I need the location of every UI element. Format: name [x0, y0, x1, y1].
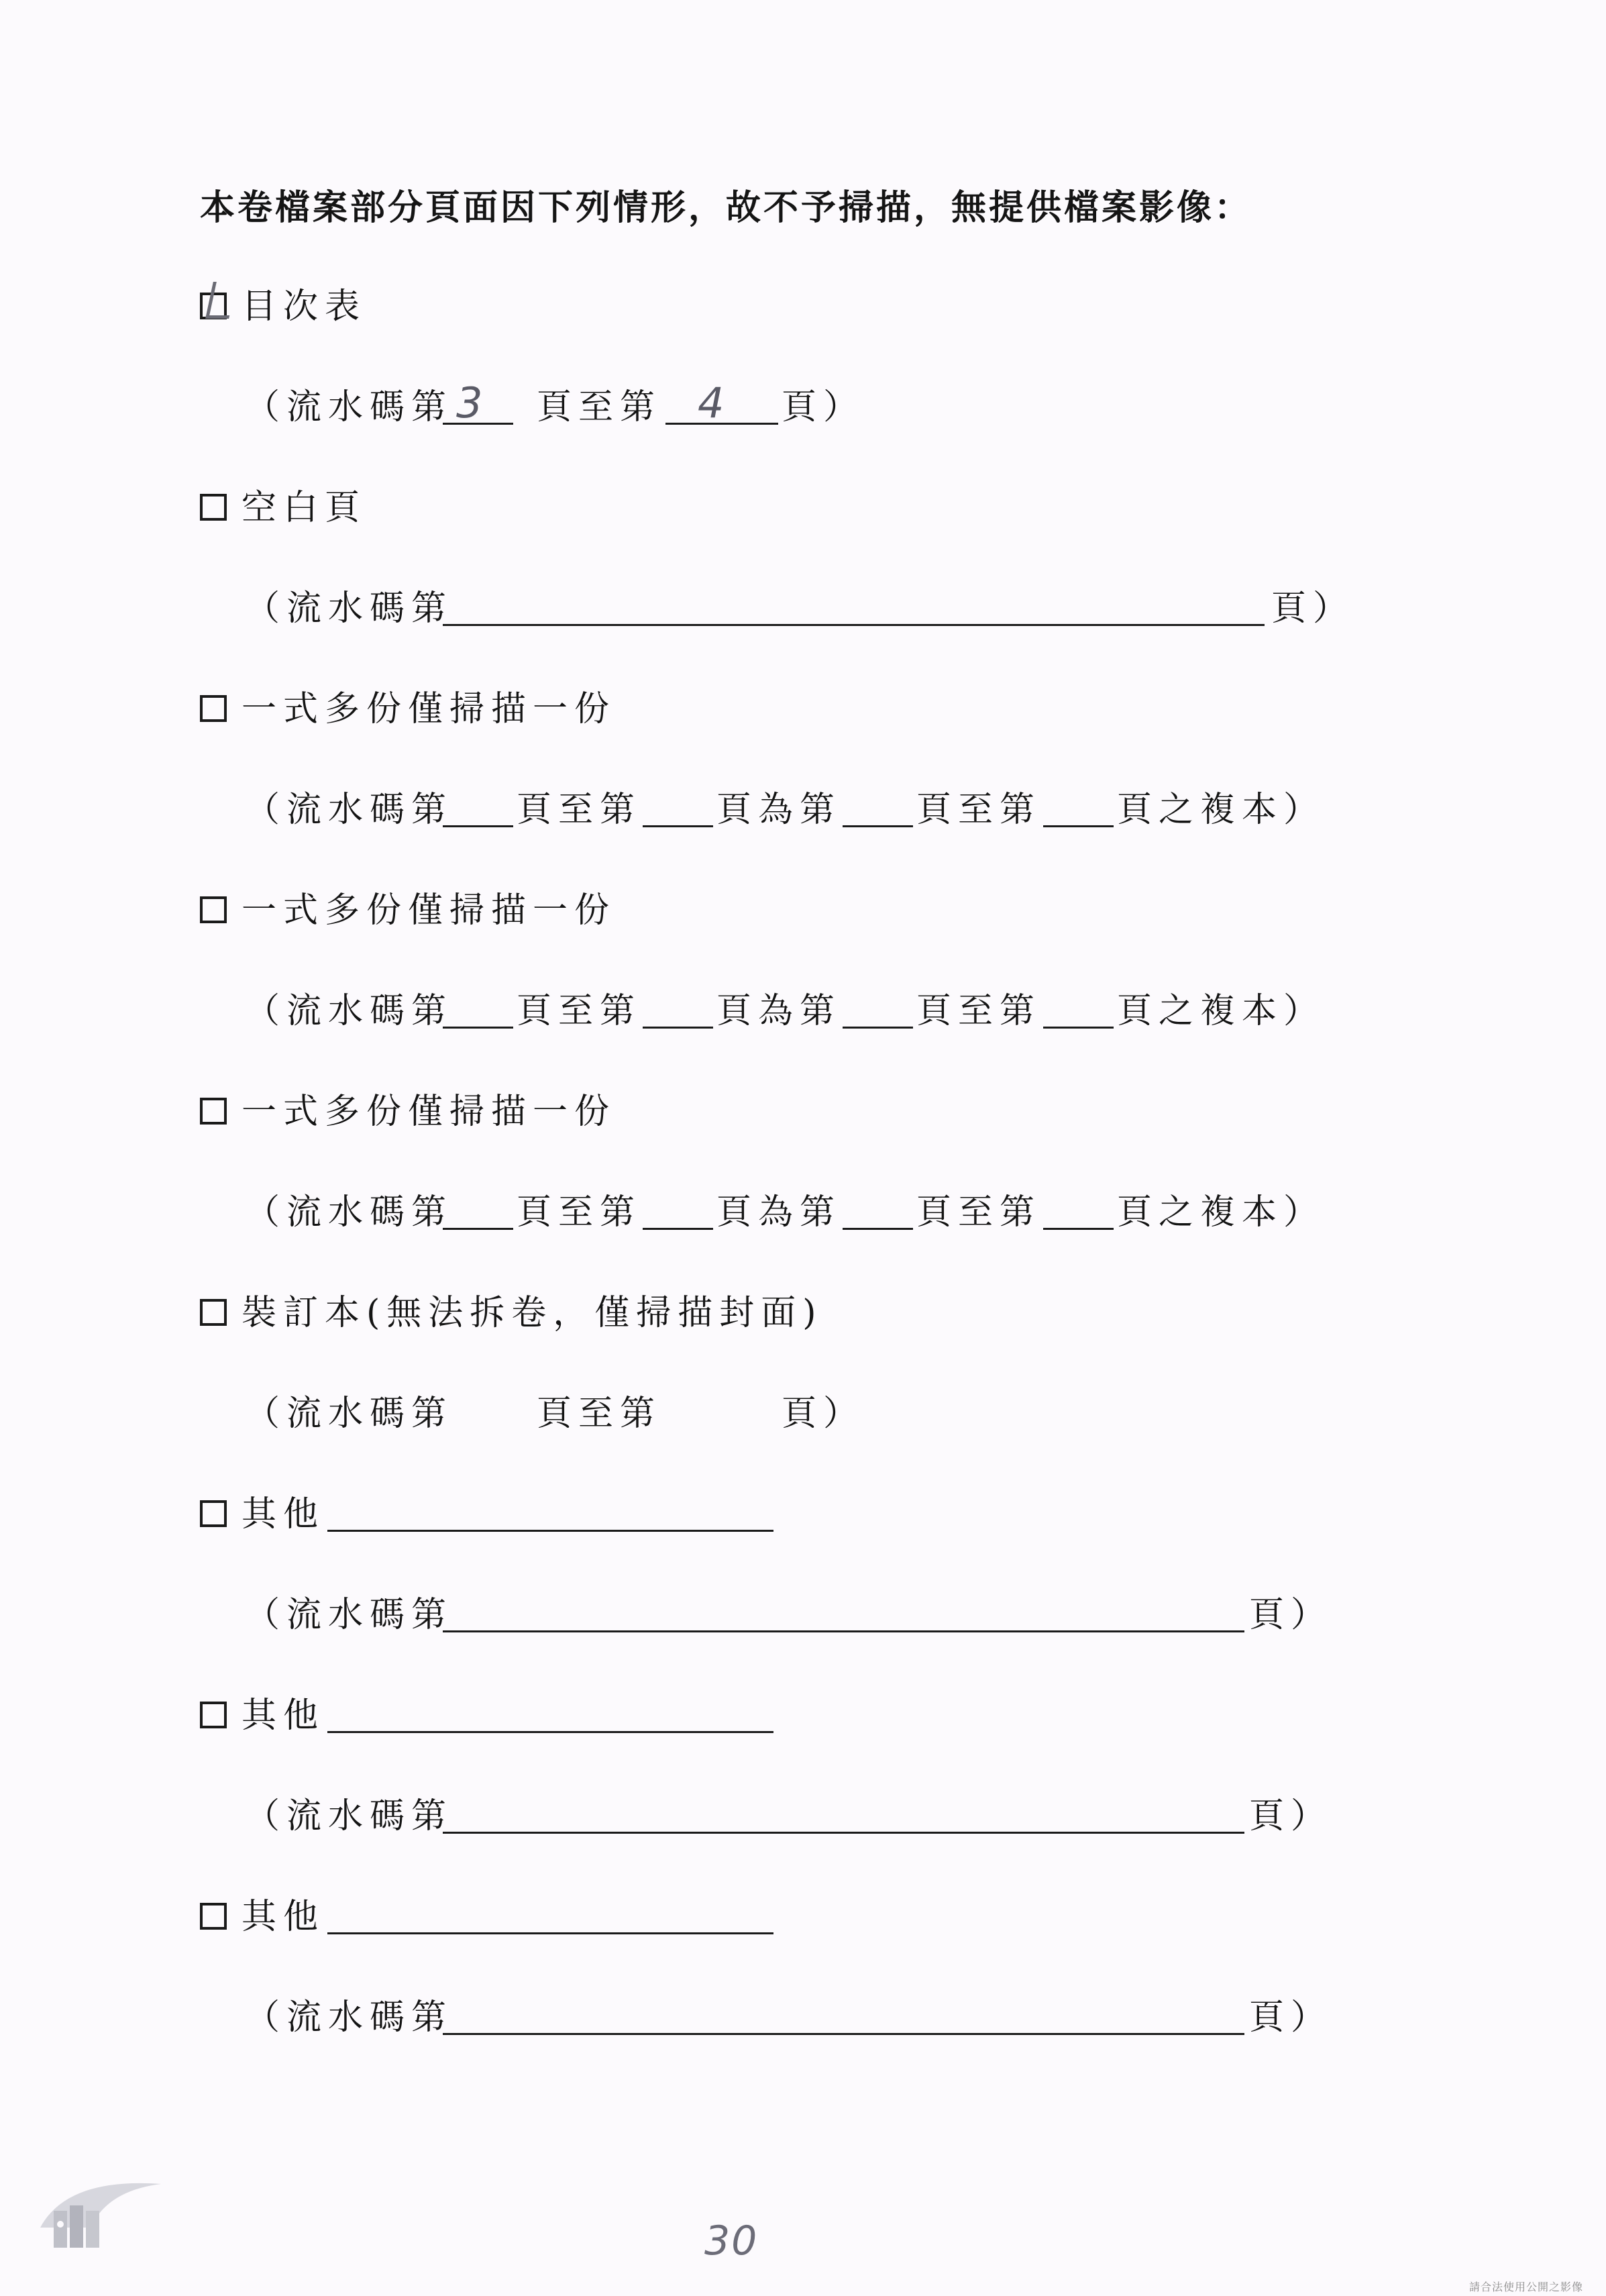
detail-part-2: 頁為第: [716, 790, 842, 830]
item-label: 其他: [242, 1897, 325, 1937]
page-field-4[interactable]: [1043, 825, 1114, 827]
item-label: 空白頁: [242, 488, 367, 528]
item-label: 一式多份僅掃描一份: [242, 890, 617, 931]
page-field-3[interactable]: [843, 1027, 913, 1029]
detail-open-text: （流水碼第: [245, 790, 453, 830]
checkbox-other-1[interactable]: [200, 1500, 227, 1527]
detail-open-text: （流水碼第: [245, 1595, 453, 1635]
page-range-field[interactable]: [443, 2033, 1244, 2035]
detail-part-3: 頁至第: [916, 1192, 1042, 1233]
detail-mid-text: 頁至第: [537, 387, 662, 427]
item-other-2: [0, 1685, 1606, 1746]
footer-notice: 請合法使用公開之影像: [1469, 2281, 1584, 2293]
detail-part-2: 頁為第: [716, 991, 842, 1031]
detail-open-text: （流水碼第: [245, 1192, 453, 1233]
item-other-1: [0, 1484, 1606, 1545]
detail-open-text: （流水碼第: [245, 1997, 453, 2038]
detail-mid-text: 頁至第: [537, 1394, 662, 1434]
item-duplicate-3-detail: [0, 1182, 1606, 1243]
item-label: 裝訂本(無法拆卷，僅掃描封面): [242, 1293, 823, 1333]
item-other-1-detail: [0, 1585, 1606, 1645]
item-blank-page-detail: [0, 578, 1606, 639]
detail-close-text: 頁之複本）: [1117, 790, 1326, 830]
detail-open-text: （流水碼第: [245, 1394, 453, 1434]
detail-part-1: 頁至第: [517, 790, 642, 830]
detail-part-1: 頁至第: [517, 1192, 642, 1233]
detail-part-1: 頁至第: [517, 991, 642, 1031]
detail-close-text: 頁之複本）: [1117, 1192, 1326, 1233]
checkbox-other-3[interactable]: [200, 1903, 227, 1930]
page-field-3[interactable]: [843, 825, 913, 827]
item-bound-volume-detail: [0, 1384, 1606, 1444]
detail-open-text: （流水碼第: [245, 1796, 453, 1836]
item-other-2-detail: [0, 1786, 1606, 1846]
item-label: 其他: [242, 1494, 325, 1534]
item-duplicate-3: [0, 1082, 1606, 1142]
item-label: 一式多份僅掃描一份: [242, 1092, 617, 1132]
detail-close-text: 頁）: [1249, 1997, 1333, 2038]
handwritten-page-number: 30: [704, 2217, 759, 2264]
item-blank-page: [0, 478, 1606, 538]
page-field-2[interactable]: [643, 1228, 713, 1230]
item-toc-detail: [0, 377, 1606, 437]
checkbox-duplicate-1[interactable]: [200, 695, 227, 722]
page-range-field[interactable]: [443, 1630, 1244, 1632]
detail-close-text: 頁）: [782, 387, 865, 427]
handwritten-to-value: 4: [698, 378, 725, 427]
item-duplicate-2: [0, 880, 1606, 941]
detail-open-text: （流水碼第: [245, 387, 453, 427]
item-label: 一式多份僅掃描一份: [242, 689, 617, 729]
detail-close-text: 頁）: [1249, 1595, 1333, 1635]
item-duplicate-2-detail: [0, 981, 1606, 1041]
checkbox-bound-volume[interactable]: [200, 1299, 227, 1326]
item-other-3-detail: [0, 1987, 1606, 2048]
page-field-4[interactable]: [1043, 1228, 1114, 1230]
item-bound-volume: [0, 1283, 1606, 1343]
detail-close-text: 頁）: [1271, 588, 1355, 629]
detail-part-3: 頁至第: [916, 790, 1042, 830]
detail-close-text: 頁）: [1249, 1796, 1333, 1836]
item-label: 目次表: [242, 286, 367, 327]
page-field-2[interactable]: [643, 1027, 713, 1029]
detail-open-text: （流水碼第: [245, 991, 453, 1031]
detail-close-text: 頁）: [782, 1394, 865, 1434]
item-toc: [0, 276, 1606, 337]
other-reason-field[interactable]: [327, 1731, 773, 1733]
detail-close-text: 頁之複本）: [1117, 991, 1326, 1031]
item-duplicate-1: [0, 679, 1606, 739]
page-field-3[interactable]: [843, 1228, 913, 1230]
check-mark-icon: [205, 282, 237, 319]
item-duplicate-1-detail: [0, 780, 1606, 840]
page-field-2[interactable]: [643, 825, 713, 827]
page-field-4[interactable]: [1043, 1027, 1114, 1029]
other-reason-field[interactable]: [327, 1932, 773, 1934]
item-label: 其他: [242, 1695, 325, 1736]
checkbox-other-2[interactable]: [200, 1702, 227, 1728]
heading-line: [0, 178, 1606, 238]
detail-open-text: （流水碼第: [245, 588, 453, 629]
page-field-1[interactable]: [443, 1027, 513, 1029]
page-heading: 本卷檔案部分頁面因下列情形，故不予掃描，無提供檔案影像：: [200, 187, 1252, 228]
checkbox-duplicate-2[interactable]: [200, 896, 227, 923]
detail-part-3: 頁至第: [916, 991, 1042, 1031]
archive-logo-icon: [27, 2164, 181, 2251]
checkbox-duplicate-3[interactable]: [200, 1098, 227, 1125]
page-range-field[interactable]: [443, 624, 1265, 626]
page-field-1[interactable]: [443, 825, 513, 827]
other-reason-field[interactable]: [327, 1530, 773, 1532]
page-range-field[interactable]: [443, 1832, 1244, 1834]
detail-part-2: 頁為第: [716, 1192, 842, 1233]
handwritten-from-value: 3: [456, 378, 483, 427]
page-field-1[interactable]: [443, 1228, 513, 1230]
checkbox-blank-page[interactable]: [200, 494, 227, 521]
item-other-3: [0, 1887, 1606, 1947]
